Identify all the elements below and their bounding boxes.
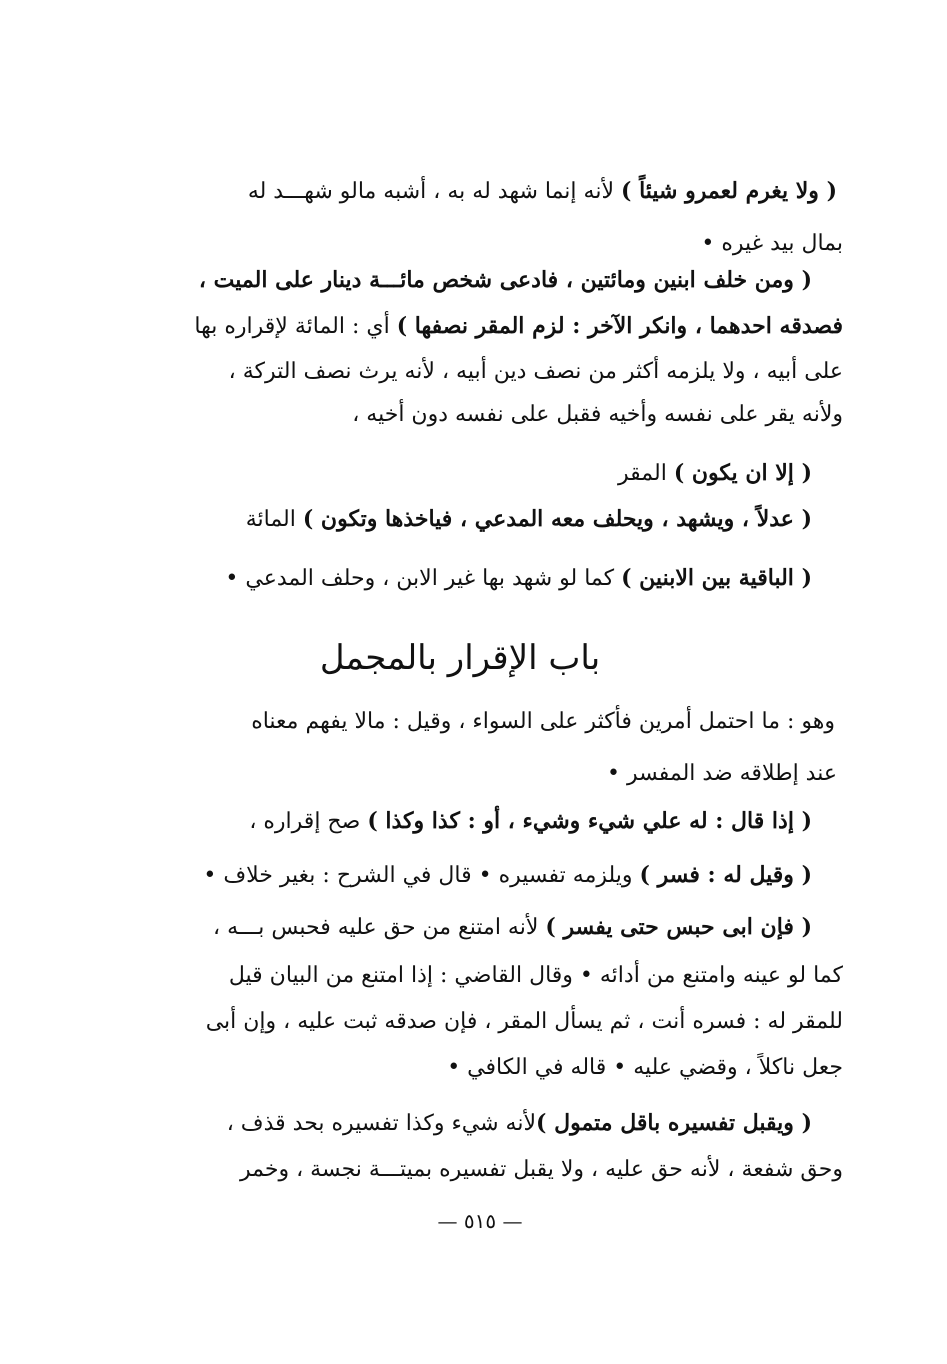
text-line-11: عند إطلاقه ضد المفسر • <box>607 761 837 786</box>
text-line-18: ( ويقبل تفسيره باقل متمول )لأنه شيء وكذا تفسيره بحد قذف ، <box>226 1110 812 1136</box>
text-line-16: للمقر له : فسره أنت ، ثم يسأل المقر ، فإن صدقه ثبت عليه ، وإن أبى <box>205 1009 843 1034</box>
text-line-10: وهو : ما احتمل أمرين فأكثر على السواء ، وقيل : مالا يفهم معناه <box>251 709 835 734</box>
text-line-19: وحق شفعة ، لأنه حق عليه ، ولا يقبل تفسيره بميتـــة نجسة ، وخمر <box>240 1157 843 1182</box>
page-number: — ٥١٥ — <box>437 1209 523 1233</box>
text-line-9: ( الباقية بين الابنين ) كما لو شهد بها غير الابن ، وحلف المدعي • <box>225 565 812 591</box>
text-line-17: جعل ناكلاً ، وقضي عليه • قاله في الكافي • <box>447 1055 843 1080</box>
text-line-12: ( إذا قال : له علي شيء وشيء ، أو : كذا وكذا ) صح إقراره ، <box>249 808 812 834</box>
text-line-6: ولأنه يقر على نفسه وأخيه فقبل على نفسه دون أخيه ، <box>352 402 843 427</box>
text-line-4: فصدقه احدهما ، وانكر الآخر : لزم المقر نصفها ) أي : المائة لإقراره بها <box>194 313 843 339</box>
section-heading: باب الإقرار بالمجمل <box>319 638 601 678</box>
text-line-3: ( ومن خلف ابنين ومائتين ، فادعى شخص مائـــة دينار على الميت ، <box>198 267 812 293</box>
text-line-14: ( فإن ابى حبس حتى يفسر ) لأنه امتنع من حق عليه فحبس بـــه ، <box>213 914 812 940</box>
text-line-7: ( إلا ان يكون ) المقر <box>618 460 812 486</box>
text-line-5: على أبيه ، ولا يلزمه أكثر من نصف دين أبيه ، لأنه يرث نصف التركة ، <box>228 359 843 384</box>
text-line-8: ( عدلاً ، ويشهد ، ويحلف معه المدعي ، فياخذها وتكون ) المائة <box>245 506 812 532</box>
text-line-2: بمال بيد غيره • <box>701 231 843 256</box>
text-line-1: ( ولا يغرم لعمرو شيئاً ) لأنه إنما شهد له به ، أشبه مالو شهـــد له <box>247 178 837 204</box>
text-line-13: ( وقيل له : فسر ) ويلزمه تفسيره • قال في الشرح : بغير خلاف • <box>203 862 812 888</box>
text-line-15: كما لو عينه وامتنع من أدائه • وقال القاضي : إذا امتنع من البيان قيل <box>228 963 843 988</box>
